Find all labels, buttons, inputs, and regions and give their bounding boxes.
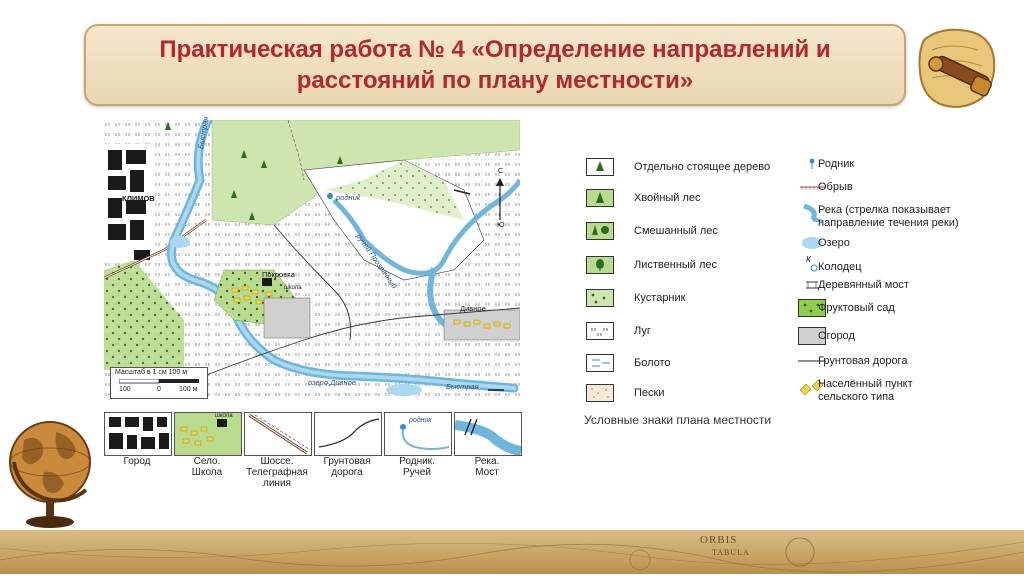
legend-village-label-2: сельского типа (818, 391, 895, 403)
tile-dirt-road (314, 412, 382, 456)
label-creek: ручей Прозрачный (354, 232, 400, 291)
tabula-text: TABULA (712, 548, 750, 557)
legend-conifer-forest-label: Хвойный лес (634, 192, 701, 204)
deciduous-forest-icon (586, 256, 614, 274)
legend-deciduous-forest-label: Лиственный лес (634, 259, 718, 271)
city-symbol-icon (105, 413, 171, 455)
sand-icon (586, 384, 614, 402)
dirt-road-symbol-icon (315, 413, 381, 455)
tile-caption-dirt-road (314, 456, 380, 478)
swamp-icon (586, 354, 614, 372)
tile-caption-city (104, 456, 170, 467)
slide-title (86, 34, 904, 96)
scale-n1: 0 (157, 386, 161, 393)
tile-caption-spring (384, 456, 450, 478)
legend-wooden-bridge-label: Деревянный мост (818, 279, 909, 291)
scale-n0: 100 (119, 386, 131, 393)
legend-village-label-1: Населённый пункт (818, 378, 913, 390)
legend-caption: Условные знаки плана местности (584, 413, 772, 427)
legend-meadow-label: Луг (634, 325, 651, 337)
tile-caption-village-1: Село. (193, 456, 221, 467)
village-school-symbol-icon (175, 413, 241, 455)
vegetable-garden-1 (264, 298, 310, 338)
scale-bar (119, 379, 199, 384)
scale-n2: 100 м (179, 386, 198, 393)
label-river-bystraya-bottom: Быстрая (446, 382, 479, 391)
tile-caption-highway (244, 456, 310, 489)
tile-caption-highway-3: линия (263, 478, 291, 489)
label-lake-divnoe: озеро Дивное (308, 378, 356, 387)
map-scale (110, 367, 208, 399)
old-map-texture (0, 530, 1024, 574)
terrain-map (104, 120, 520, 400)
highway-symbol-icon (245, 413, 311, 455)
tile-caption-city-1: Город (123, 456, 151, 467)
city-blocks (104, 144, 154, 262)
slide-title-line-2: расстояний по плану местности» (296, 67, 694, 94)
tile-caption-dirt-road-2: дорога (331, 467, 363, 478)
meadow-icon (586, 322, 614, 340)
label-school: школа (284, 285, 302, 291)
scale-title: Масштаб в 1 см 100 м (115, 369, 188, 376)
orbis-text: ORBIS (700, 534, 738, 546)
shrub-icon (586, 289, 614, 307)
tile-caption-dirt-road-1: Грунтовая (323, 456, 371, 467)
legend-cliff-label: Обрыв (818, 181, 853, 193)
legend-mixed-forest-label: Смешанный лес (634, 225, 718, 237)
school-building (262, 278, 272, 286)
well-letter: К (806, 255, 811, 264)
tile-caption-river-1: Река. (474, 456, 500, 467)
slide-title-line-1: Практическая работа № 4 «Определение направлений и (159, 36, 831, 63)
slide-title-box (84, 24, 906, 106)
tile-spring-creek (384, 412, 452, 456)
label-river-bystraya-top: Быстрая (196, 115, 211, 150)
label-south: Ю (497, 220, 505, 229)
legend-well-label: Колодец (818, 261, 862, 273)
label-klimov: КЛИМОВ (122, 194, 155, 203)
legend-spring-label: Родник (818, 158, 855, 170)
legend-river-label-1: Река (стрелка показывает (818, 204, 951, 216)
mixed-forest-icon (586, 222, 614, 240)
tile-river-bridge (454, 412, 522, 456)
legend-river-label-2: направление течения реки) (818, 217, 959, 229)
globe-icon (6, 410, 96, 535)
bottom-map-decoration (0, 530, 1024, 574)
legend-sand-label: Пески (634, 387, 665, 399)
legend-orchard-label: Фруктовый сад (818, 302, 895, 314)
tile-caption-highway-2: Телеграфная (246, 467, 308, 478)
river-bridge-symbol-icon (455, 413, 521, 455)
scroll-spyglass-icon (912, 20, 1002, 115)
legend-single-tree-label: Отдельно стоящее дерево (634, 161, 771, 173)
label-rodnik-map: родник (336, 193, 361, 202)
conifer-forest-icon (586, 189, 614, 207)
label-pokrovka: Покровка (262, 270, 295, 279)
label-north: С (498, 166, 504, 175)
tile-school-label: школа (215, 413, 233, 419)
legend-shrub-label: Кустарник (634, 292, 686, 304)
legend-vegetable-garden-label: Огород (818, 330, 855, 342)
tile-caption-village-2: Школа (191, 467, 223, 478)
single-tree-icon (586, 158, 614, 176)
tile-city (104, 412, 172, 456)
tile-village-school (174, 412, 242, 456)
spring-marker (327, 193, 333, 199)
tile-caption-river (454, 456, 520, 478)
tile-caption-highway-1: Шоссе. (260, 456, 294, 467)
tile-highway (244, 412, 312, 456)
legend-swamp-label: Болото (634, 357, 671, 369)
tile-caption-river-2: Мост (475, 467, 499, 478)
legend-lake-label: Озеро (818, 237, 850, 249)
tile-caption-spring-2: Ручей (402, 467, 432, 478)
legend-dirt-road-label: Грунтовая дорога (818, 355, 908, 367)
label-divnoe: Дивное (460, 304, 486, 313)
tile-caption-village (174, 456, 240, 478)
tile-spring-label: родник (409, 417, 432, 424)
tile-caption-spring-1: Родник. (399, 456, 435, 467)
